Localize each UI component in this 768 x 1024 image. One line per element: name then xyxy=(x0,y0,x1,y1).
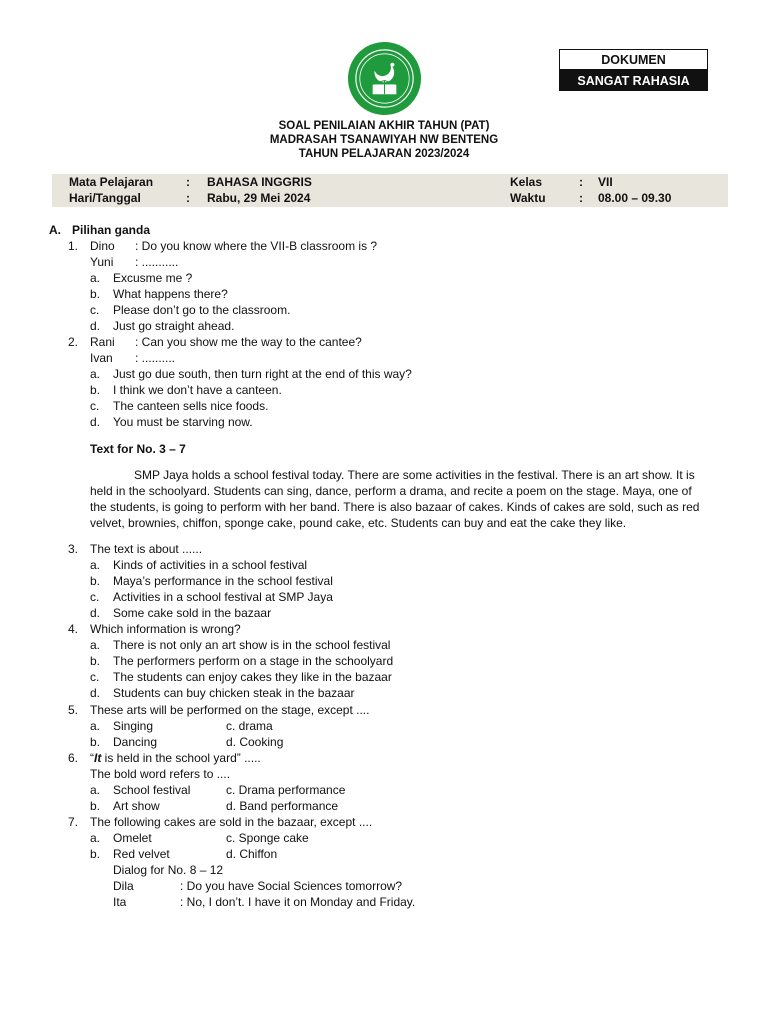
title-line-1: SOAL PENILAIAN AKHIR TAHUN (PAT) xyxy=(278,120,490,132)
q1-number: 1. xyxy=(68,239,79,253)
dialog-line-a: : Do you have Social Sciences tomorrow? xyxy=(180,879,403,893)
date-label: Hari/Tanggal xyxy=(69,191,141,205)
q4-number: 4. xyxy=(68,622,79,636)
q5-option-c: c. drama xyxy=(226,719,273,733)
stamp-label-secret: SANGAT RAHASIA xyxy=(559,70,708,91)
q3-option-c: Activities in a school festival at SMP Jaya xyxy=(113,590,333,604)
q2-speaker-a: Rani xyxy=(90,335,115,349)
q4-option-c: The students can enjoy cakes they like in the bazaar xyxy=(113,670,392,684)
dialog-speaker-b: Ita xyxy=(113,895,127,909)
q6-text-2: The bold word refers to .... xyxy=(90,767,231,781)
q4-option-b-letter: b. xyxy=(90,654,101,668)
q7-option-b-letter: b. xyxy=(90,847,101,861)
q2-option-a-letter: a. xyxy=(90,367,101,381)
dialog-line-b: : No, I don’t. I have it on Monday and Friday. xyxy=(180,895,416,909)
passage-line-4: velvet, brownies, chiffon, sponge cake, pound cake, etc. Students can buy and eat the cake they like. xyxy=(90,516,627,530)
q2-option-d-letter: d. xyxy=(90,415,101,429)
reading-passage xyxy=(90,467,722,531)
subject-label: Mata Pelajaran xyxy=(69,175,154,189)
time-colon: : xyxy=(579,191,583,205)
q4-option-a: There is not only an art show is in the school festival xyxy=(113,638,391,652)
q1-option-a: Excusme me ? xyxy=(113,271,193,285)
q6-text xyxy=(90,750,261,766)
q3-number: 3. xyxy=(68,542,79,556)
q3-option-c-letter: c. xyxy=(90,590,100,604)
q1-line-b: : ........... xyxy=(135,255,179,269)
q4-option-b: The performers perform on a stage in the schoolyard xyxy=(113,654,394,668)
class-colon: : xyxy=(579,175,583,189)
q3-option-a: Kinds of activities in a school festival xyxy=(113,558,308,572)
stamp-label-document: DOKUMEN xyxy=(559,49,708,70)
q5-option-d: d. Cooking xyxy=(226,735,284,749)
title-line-2: MADRASAH TSANAWIYAH NW BENTENG xyxy=(269,134,499,146)
exam-info-bar xyxy=(52,174,728,207)
q1-option-d-letter: d. xyxy=(90,319,101,333)
q3-option-b-letter: b. xyxy=(90,574,101,588)
class-value: VII xyxy=(598,175,613,189)
subject-colon: : xyxy=(186,175,190,189)
q1-speaker-a: Dino xyxy=(90,239,115,253)
q5-option-b: Dancing xyxy=(113,735,158,749)
dialog-heading: Dialog for No. 8 – 12 xyxy=(113,863,224,877)
passage-line-2: held in the schoolyard. Students can sing, dance, perform a drama, and recite a poem on the stage. Maya, one of xyxy=(90,484,692,498)
class-label: Kelas xyxy=(510,175,543,189)
q2-option-c-letter: c. xyxy=(90,399,100,413)
q1-option-c-letter: c. xyxy=(90,303,100,317)
time-label: Waktu xyxy=(510,191,546,205)
q4-option-d: Students can buy chicken steak in the bazaar xyxy=(113,686,355,700)
q6-option-c: c. Drama performance xyxy=(226,783,346,797)
q7-text: The following cakes are sold in the bazaar, except .... xyxy=(90,815,373,829)
q5-option-a-letter: a. xyxy=(90,719,101,733)
q2-speaker-b: Ivan xyxy=(90,351,113,365)
q1-speaker-b: Yuni xyxy=(90,255,114,269)
dialog-speaker-a: Dila xyxy=(113,879,134,893)
passage-line-3: the students, is going to perform with her band. There is also bazaar of cakes. Kinds of cakes are sold, such as red xyxy=(90,500,700,514)
date-value: Rabu, 29 Mei 2024 xyxy=(207,191,311,205)
q6-bold-word: It xyxy=(94,751,102,765)
q7-option-c: c. Sponge cake xyxy=(226,831,309,845)
q7-option-b: Red velvet xyxy=(113,847,170,861)
q6-option-b: Art show xyxy=(113,799,160,813)
q6-quote-rest: is held in the school yard” ..... xyxy=(101,751,261,765)
q1-option-b-letter: b. xyxy=(90,287,101,301)
q6-option-b-letter: b. xyxy=(90,799,101,813)
date-colon: : xyxy=(186,191,190,205)
q3-option-d-letter: d. xyxy=(90,606,101,620)
q6-quote-open: “ xyxy=(90,751,94,765)
q2-number: 2. xyxy=(68,335,79,349)
q2-option-b-letter: b. xyxy=(90,383,101,397)
q7-number: 7. xyxy=(68,815,79,829)
q2-option-d: You must be starving now. xyxy=(113,415,253,429)
school-logo-emblem xyxy=(345,41,424,116)
q3-option-b: Maya’s performance in the school festival xyxy=(113,574,333,588)
q2-line-b: : .......... xyxy=(135,351,176,365)
document-title xyxy=(0,119,768,161)
q4-option-d-letter: d. xyxy=(90,686,101,700)
q7-option-a-letter: a. xyxy=(90,831,101,845)
q4-option-c-letter: c. xyxy=(90,670,100,684)
section-letter: A. xyxy=(49,223,61,237)
q6-option-a-letter: a. xyxy=(90,783,101,797)
q1-option-d: Just go straight ahead. xyxy=(113,319,235,333)
q1-option-a-letter: a. xyxy=(90,271,101,285)
passage-heading: Text for No. 3 – 7 xyxy=(90,442,186,456)
q1-option-c: Please don’t go to the classroom. xyxy=(113,303,291,317)
q7-option-d: d. Chiffon xyxy=(226,847,278,861)
time-value: 08.00 – 09.30 xyxy=(598,191,672,205)
q6-option-a: School festival xyxy=(113,783,191,797)
q3-text: The text is about ...... xyxy=(90,542,203,556)
q1-line-a: : Do you know where the VII-B classroom is ? xyxy=(135,239,378,253)
q5-number: 5. xyxy=(68,703,79,717)
q2-line-a: : Can you show me the way to the cantee? xyxy=(135,335,362,349)
passage-line-1: SMP Jaya holds a school festival today. There are some activities in the festival. There is an art show. It is xyxy=(134,468,695,482)
q6-option-d: d. Band performance xyxy=(226,799,339,813)
q4-option-a-letter: a. xyxy=(90,638,101,652)
q3-option-d: Some cake sold in the bazaar xyxy=(113,606,272,620)
confidential-stamp xyxy=(559,49,708,91)
q2-option-c: The canteen sells nice foods. xyxy=(113,399,269,413)
section-title: Pilihan ganda xyxy=(72,223,151,237)
q5-option-a: Singing xyxy=(113,719,154,733)
q2-option-b: I think we don’t have a canteen. xyxy=(113,383,282,397)
q1-option-b: What happens there? xyxy=(113,287,228,301)
q5-text: These arts will be performed on the stage, except .... xyxy=(90,703,370,717)
q6-number: 6. xyxy=(68,751,79,765)
q3-option-a-letter: a. xyxy=(90,558,101,572)
q5-option-b-letter: b. xyxy=(90,735,101,749)
title-line-3: TAHUN PELAJARAN 2023/2024 xyxy=(298,148,470,160)
q7-option-a: Omelet xyxy=(113,831,152,845)
q2-option-a: Just go due south, then turn right at the end of this way? xyxy=(113,367,412,381)
q4-text: Which information is wrong? xyxy=(90,622,241,636)
subject-value: BAHASA INGGRIS xyxy=(207,175,312,189)
